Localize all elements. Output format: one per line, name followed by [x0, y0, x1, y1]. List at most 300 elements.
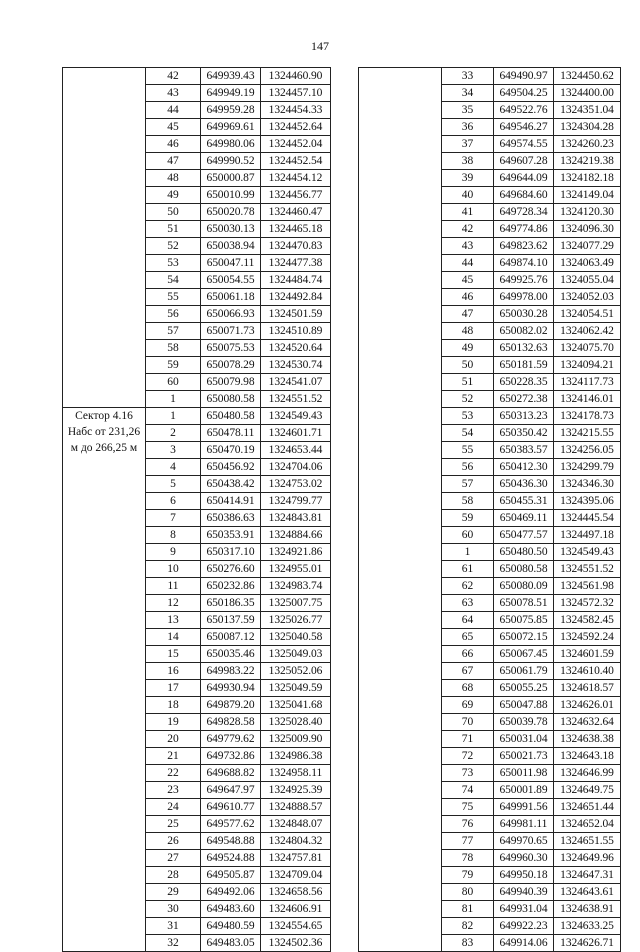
coord-y: 1324704.06	[261, 459, 331, 476]
coord-x: 650075.85	[494, 612, 554, 629]
coord-y: 1324626.01	[554, 697, 621, 714]
point-number: 27	[146, 850, 201, 867]
coord-x: 649684.60	[494, 187, 554, 204]
coord-y: 1324647.31	[554, 867, 621, 884]
point-number: 1	[146, 408, 201, 425]
page-number: 147	[311, 39, 329, 53]
coord-x: 649823.62	[494, 238, 554, 255]
coord-x: 649950.18	[494, 867, 554, 884]
coord-x: 650438.42	[201, 476, 261, 493]
point-number: 62	[442, 578, 494, 595]
coord-x: 650061.18	[201, 289, 261, 306]
coord-x: 650414.91	[201, 493, 261, 510]
point-number: 43	[146, 85, 201, 102]
coord-y: 1324804.32	[261, 833, 331, 850]
coord-y: 1324848.07	[261, 816, 331, 833]
coord-y: 1324055.04	[554, 272, 621, 289]
coord-y: 1324601.71	[261, 425, 331, 442]
coord-x: 650047.88	[494, 697, 554, 714]
point-number: 7	[146, 510, 201, 527]
coord-y: 1324958.11	[261, 765, 331, 782]
point-number: 14	[146, 629, 201, 646]
point-number: 28	[146, 867, 201, 884]
coord-x: 649607.28	[494, 153, 554, 170]
point-number: 83	[442, 935, 494, 952]
coord-y: 1324884.66	[261, 527, 331, 544]
coord-x: 650020.78	[201, 204, 261, 221]
coord-y: 1324149.04	[554, 187, 621, 204]
point-number: 48	[146, 170, 201, 187]
coord-x: 649522.76	[494, 102, 554, 119]
coord-x: 649874.10	[494, 255, 554, 272]
point-number: 72	[442, 748, 494, 765]
coord-x: 650478.11	[201, 425, 261, 442]
coord-x: 650186.35	[201, 595, 261, 612]
point-number: 13	[146, 612, 201, 629]
coordinates-table-right	[358, 67, 621, 952]
point-number: 21	[146, 748, 201, 765]
point-number: 45	[442, 272, 494, 289]
coord-x: 650313.23	[494, 408, 554, 425]
point-number: 78	[442, 850, 494, 867]
point-number: 12	[146, 595, 201, 612]
coord-y: 1325040.58	[261, 629, 331, 646]
table-row	[359, 68, 621, 85]
coord-y: 1324626.71	[554, 935, 621, 952]
coord-y: 1324454.12	[261, 170, 331, 187]
sector-cell-empty	[63, 68, 146, 408]
coord-x: 650436.30	[494, 476, 554, 493]
point-number: 54	[146, 272, 201, 289]
coord-x: 649960.30	[494, 850, 554, 867]
coord-y: 1324753.02	[261, 476, 331, 493]
point-number: 52	[442, 391, 494, 408]
coord-x: 649610.77	[201, 799, 261, 816]
coord-x: 649925.76	[494, 272, 554, 289]
coord-y: 1324606.91	[261, 901, 331, 918]
coord-x: 649574.55	[494, 136, 554, 153]
point-number: 40	[442, 187, 494, 204]
coord-y: 1324520.64	[261, 340, 331, 357]
point-number: 58	[442, 493, 494, 510]
coord-x: 649728.34	[494, 204, 554, 221]
point-number: 70	[442, 714, 494, 731]
coord-x: 649931.04	[494, 901, 554, 918]
coord-x: 650035.46	[201, 646, 261, 663]
coord-x: 649981.11	[494, 816, 554, 833]
point-number: 59	[146, 357, 201, 374]
coord-x: 650480.50	[494, 544, 554, 561]
point-number: 65	[442, 629, 494, 646]
coord-x: 649577.62	[201, 816, 261, 833]
coord-x: 650039.78	[494, 714, 554, 731]
coord-y: 1324983.74	[261, 578, 331, 595]
coord-x: 650412.30	[494, 459, 554, 476]
point-number: 24	[146, 799, 201, 816]
coord-y: 1324120.30	[554, 204, 621, 221]
point-number: 34	[442, 85, 494, 102]
coord-y: 1324888.57	[261, 799, 331, 816]
point-number: 53	[146, 255, 201, 272]
point-number: 69	[442, 697, 494, 714]
coord-y: 1324925.39	[261, 782, 331, 799]
point-number: 68	[442, 680, 494, 697]
coord-x: 650477.57	[494, 527, 554, 544]
coord-x: 649504.25	[494, 85, 554, 102]
point-number: 17	[146, 680, 201, 697]
point-number: 19	[146, 714, 201, 731]
coord-x: 649970.65	[494, 833, 554, 850]
point-number: 41	[442, 204, 494, 221]
point-number: 33	[442, 68, 494, 85]
point-number: 31	[146, 918, 201, 935]
coord-y: 1324530.74	[261, 357, 331, 374]
coord-y: 1325049.03	[261, 646, 331, 663]
point-number: 37	[442, 136, 494, 153]
point-number: 26	[146, 833, 201, 850]
coord-y: 1324077.29	[554, 238, 621, 255]
coord-y: 1324632.64	[554, 714, 621, 731]
point-number: 77	[442, 833, 494, 850]
point-number: 71	[442, 731, 494, 748]
coord-x: 650276.60	[201, 561, 261, 578]
coord-x: 650350.42	[494, 425, 554, 442]
coord-x: 650001.89	[494, 782, 554, 799]
coord-x: 650469.11	[494, 510, 554, 527]
point-number: 56	[442, 459, 494, 476]
coord-y: 1324452.04	[261, 136, 331, 153]
point-number: 64	[442, 612, 494, 629]
point-number: 49	[442, 340, 494, 357]
coord-x: 650072.15	[494, 629, 554, 646]
coord-y: 1324643.61	[554, 884, 621, 901]
coord-x: 650386.63	[201, 510, 261, 527]
coord-y: 1324658.56	[261, 884, 331, 901]
coord-y: 1324304.28	[554, 119, 621, 136]
coord-x: 650181.59	[494, 357, 554, 374]
point-number: 48	[442, 323, 494, 340]
coord-x: 649524.88	[201, 850, 261, 867]
point-number: 47	[146, 153, 201, 170]
coord-x: 649480.59	[201, 918, 261, 935]
coord-y: 1324497.18	[554, 527, 621, 544]
table-row	[63, 68, 331, 85]
point-number: 42	[442, 221, 494, 238]
coord-y: 1324549.43	[261, 408, 331, 425]
coord-y: 1324651.44	[554, 799, 621, 816]
coord-x: 649546.27	[494, 119, 554, 136]
coord-x: 649983.22	[201, 663, 261, 680]
point-number: 36	[442, 119, 494, 136]
coord-y: 1324215.55	[554, 425, 621, 442]
coord-y: 1324501.59	[261, 306, 331, 323]
coord-y: 1324551.52	[554, 561, 621, 578]
coord-y: 1324551.52	[261, 391, 331, 408]
point-number: 44	[146, 102, 201, 119]
point-number: 11	[146, 578, 201, 595]
coord-y: 1324400.00	[554, 85, 621, 102]
point-number: 67	[442, 663, 494, 680]
coord-x: 650317.10	[201, 544, 261, 561]
coord-x: 650067.45	[494, 646, 554, 663]
coord-y: 1324921.86	[261, 544, 331, 561]
coord-x: 650010.99	[201, 187, 261, 204]
point-number: 60	[442, 527, 494, 544]
point-number: 82	[442, 918, 494, 935]
coord-x: 650054.55	[201, 272, 261, 289]
coord-y: 1324652.04	[554, 816, 621, 833]
coord-y: 1324610.40	[554, 663, 621, 680]
coord-x: 649483.05	[201, 935, 261, 952]
point-number: 39	[442, 170, 494, 187]
coord-x: 650075.53	[201, 340, 261, 357]
coord-x: 650030.13	[201, 221, 261, 238]
coord-x: 650470.19	[201, 442, 261, 459]
coord-y: 1325009.90	[261, 731, 331, 748]
coord-y: 1324502.36	[261, 935, 331, 952]
coord-x: 650456.92	[201, 459, 261, 476]
point-number: 61	[442, 561, 494, 578]
point-number: 15	[146, 646, 201, 663]
point-number: 51	[146, 221, 201, 238]
coord-y: 1324452.64	[261, 119, 331, 136]
coord-x: 649969.61	[201, 119, 261, 136]
point-number: 75	[442, 799, 494, 816]
coord-y: 1324799.77	[261, 493, 331, 510]
coord-y: 1324457.10	[261, 85, 331, 102]
coord-y: 1324561.98	[554, 578, 621, 595]
point-number: 59	[442, 510, 494, 527]
coord-x: 649483.60	[201, 901, 261, 918]
coord-y: 1324465.18	[261, 221, 331, 238]
coord-y: 1324484.74	[261, 272, 331, 289]
coord-y: 1324709.04	[261, 867, 331, 884]
point-number: 10	[146, 561, 201, 578]
point-number: 51	[442, 374, 494, 391]
coord-y: 1324054.51	[554, 306, 621, 323]
coord-x: 650031.04	[494, 731, 554, 748]
coord-x: 650000.87	[201, 170, 261, 187]
coord-x: 649774.86	[494, 221, 554, 238]
coord-y: 1324299.79	[554, 459, 621, 476]
point-number: 18	[146, 697, 201, 714]
coord-y: 1325049.59	[261, 680, 331, 697]
point-number: 42	[146, 68, 201, 85]
coord-x: 650455.31	[494, 493, 554, 510]
point-number: 5	[146, 476, 201, 493]
point-number: 35	[442, 102, 494, 119]
coord-y: 1324219.38	[554, 153, 621, 170]
coord-y: 1324445.54	[554, 510, 621, 527]
point-number: 52	[146, 238, 201, 255]
coord-x: 649914.06	[494, 935, 554, 952]
coord-x: 650228.35	[494, 374, 554, 391]
point-number: 6	[146, 493, 201, 510]
coord-x: 649922.23	[494, 918, 554, 935]
coord-x: 650047.11	[201, 255, 261, 272]
coord-x: 650080.09	[494, 578, 554, 595]
point-number: 46	[146, 136, 201, 153]
coord-y: 1324582.45	[554, 612, 621, 629]
coord-y: 1325026.77	[261, 612, 331, 629]
coord-y: 1324649.75	[554, 782, 621, 799]
coord-y: 1324477.38	[261, 255, 331, 272]
coord-x: 650030.28	[494, 306, 554, 323]
point-number: 54	[442, 425, 494, 442]
sector-label: Сектор 4.16 Набс от 231,26 м до 266,25 м	[63, 408, 146, 952]
point-number: 1	[442, 544, 494, 561]
coord-y: 1324510.89	[261, 323, 331, 340]
point-number: 43	[442, 238, 494, 255]
coord-x: 650132.63	[494, 340, 554, 357]
point-number: 53	[442, 408, 494, 425]
coord-x: 649939.43	[201, 68, 261, 85]
point-number: 63	[442, 595, 494, 612]
coord-y: 1324460.90	[261, 68, 331, 85]
coord-y: 1325007.75	[261, 595, 331, 612]
point-number: 3	[146, 442, 201, 459]
coord-x: 649959.28	[201, 102, 261, 119]
coord-y: 1324601.59	[554, 646, 621, 663]
point-number: 76	[442, 816, 494, 833]
coord-x: 650078.51	[494, 595, 554, 612]
coordinates-table-left	[62, 67, 331, 952]
point-number: 8	[146, 527, 201, 544]
coord-y: 1324395.06	[554, 493, 621, 510]
coord-y: 1324346.30	[554, 476, 621, 493]
point-number: 1	[146, 391, 201, 408]
coord-x: 649505.87	[201, 867, 261, 884]
coord-x: 650071.73	[201, 323, 261, 340]
coord-y: 1324638.91	[554, 901, 621, 918]
point-number: 55	[146, 289, 201, 306]
coord-y: 1324592.24	[554, 629, 621, 646]
coord-x: 649990.52	[201, 153, 261, 170]
coord-y: 1324178.73	[554, 408, 621, 425]
coord-y: 1325041.68	[261, 697, 331, 714]
coord-y: 1324653.44	[261, 442, 331, 459]
point-number: 56	[146, 306, 201, 323]
coord-y: 1324572.32	[554, 595, 621, 612]
coord-x: 649991.56	[494, 799, 554, 816]
coord-x: 650011.98	[494, 765, 554, 782]
coord-y: 1324094.21	[554, 357, 621, 374]
coord-x: 650061.79	[494, 663, 554, 680]
point-number: 32	[146, 935, 201, 952]
coord-y: 1324541.07	[261, 374, 331, 391]
coord-y: 1324843.81	[261, 510, 331, 527]
coord-x: 649688.82	[201, 765, 261, 782]
point-number: 47	[442, 306, 494, 323]
point-number: 23	[146, 782, 201, 799]
point-number: 73	[442, 765, 494, 782]
coord-y: 1324649.96	[554, 850, 621, 867]
coord-y: 1324470.83	[261, 238, 331, 255]
point-number: 74	[442, 782, 494, 799]
point-number: 46	[442, 289, 494, 306]
coord-x: 650353.91	[201, 527, 261, 544]
coord-x: 649779.62	[201, 731, 261, 748]
coord-y: 1324986.38	[261, 748, 331, 765]
coord-x: 649930.94	[201, 680, 261, 697]
coord-y: 1324643.18	[554, 748, 621, 765]
point-number: 4	[146, 459, 201, 476]
point-number: 30	[146, 901, 201, 918]
point-number: 9	[146, 544, 201, 561]
point-number: 20	[146, 731, 201, 748]
coord-y: 1324450.62	[554, 68, 621, 85]
coord-x: 650082.02	[494, 323, 554, 340]
point-number: 25	[146, 816, 201, 833]
coord-y: 1324052.03	[554, 289, 621, 306]
coord-x: 650038.94	[201, 238, 261, 255]
coord-x: 650383.57	[494, 442, 554, 459]
point-number: 66	[442, 646, 494, 663]
point-number: 58	[146, 340, 201, 357]
coord-x: 650272.38	[494, 391, 554, 408]
coord-x: 649732.86	[201, 748, 261, 765]
coord-y: 1324651.55	[554, 833, 621, 850]
coord-x: 649548.88	[201, 833, 261, 850]
point-number: 49	[146, 187, 201, 204]
point-number: 2	[146, 425, 201, 442]
coord-x: 650480.58	[201, 408, 261, 425]
coord-y: 1325028.40	[261, 714, 331, 731]
point-number: 57	[146, 323, 201, 340]
point-number: 55	[442, 442, 494, 459]
coord-y: 1324554.65	[261, 918, 331, 935]
coord-y: 1324256.05	[554, 442, 621, 459]
coord-y: 1324063.49	[554, 255, 621, 272]
coord-x: 649490.97	[494, 68, 554, 85]
coord-x: 649492.06	[201, 884, 261, 901]
coord-y: 1324492.84	[261, 289, 331, 306]
coord-x: 650079.98	[201, 374, 261, 391]
point-number: 29	[146, 884, 201, 901]
coord-y: 1324955.01	[261, 561, 331, 578]
coord-x: 650021.73	[494, 748, 554, 765]
coord-x: 650087.12	[201, 629, 261, 646]
coord-y: 1324260.23	[554, 136, 621, 153]
coord-y: 1324117.73	[554, 374, 621, 391]
point-number: 38	[442, 153, 494, 170]
point-number: 57	[442, 476, 494, 493]
coord-y: 1324460.47	[261, 204, 331, 221]
coord-y: 1324075.70	[554, 340, 621, 357]
coord-x: 649828.58	[201, 714, 261, 731]
coord-y: 1324452.54	[261, 153, 331, 170]
coord-y: 1324757.81	[261, 850, 331, 867]
point-number: 60	[146, 374, 201, 391]
point-number: 80	[442, 884, 494, 901]
coord-x: 650137.59	[201, 612, 261, 629]
point-number: 44	[442, 255, 494, 272]
point-number: 81	[442, 901, 494, 918]
coord-y: 1324618.57	[554, 680, 621, 697]
point-number: 50	[442, 357, 494, 374]
coord-y: 1324454.33	[261, 102, 331, 119]
coord-y: 1324549.43	[554, 544, 621, 561]
coord-y: 1325052.06	[261, 663, 331, 680]
coord-y: 1324062.42	[554, 323, 621, 340]
coord-x: 649949.19	[201, 85, 261, 102]
coord-x: 649978.00	[494, 289, 554, 306]
point-number: 22	[146, 765, 201, 782]
coord-x: 650078.29	[201, 357, 261, 374]
point-number: 45	[146, 119, 201, 136]
point-number: 50	[146, 204, 201, 221]
coord-y: 1324646.99	[554, 765, 621, 782]
